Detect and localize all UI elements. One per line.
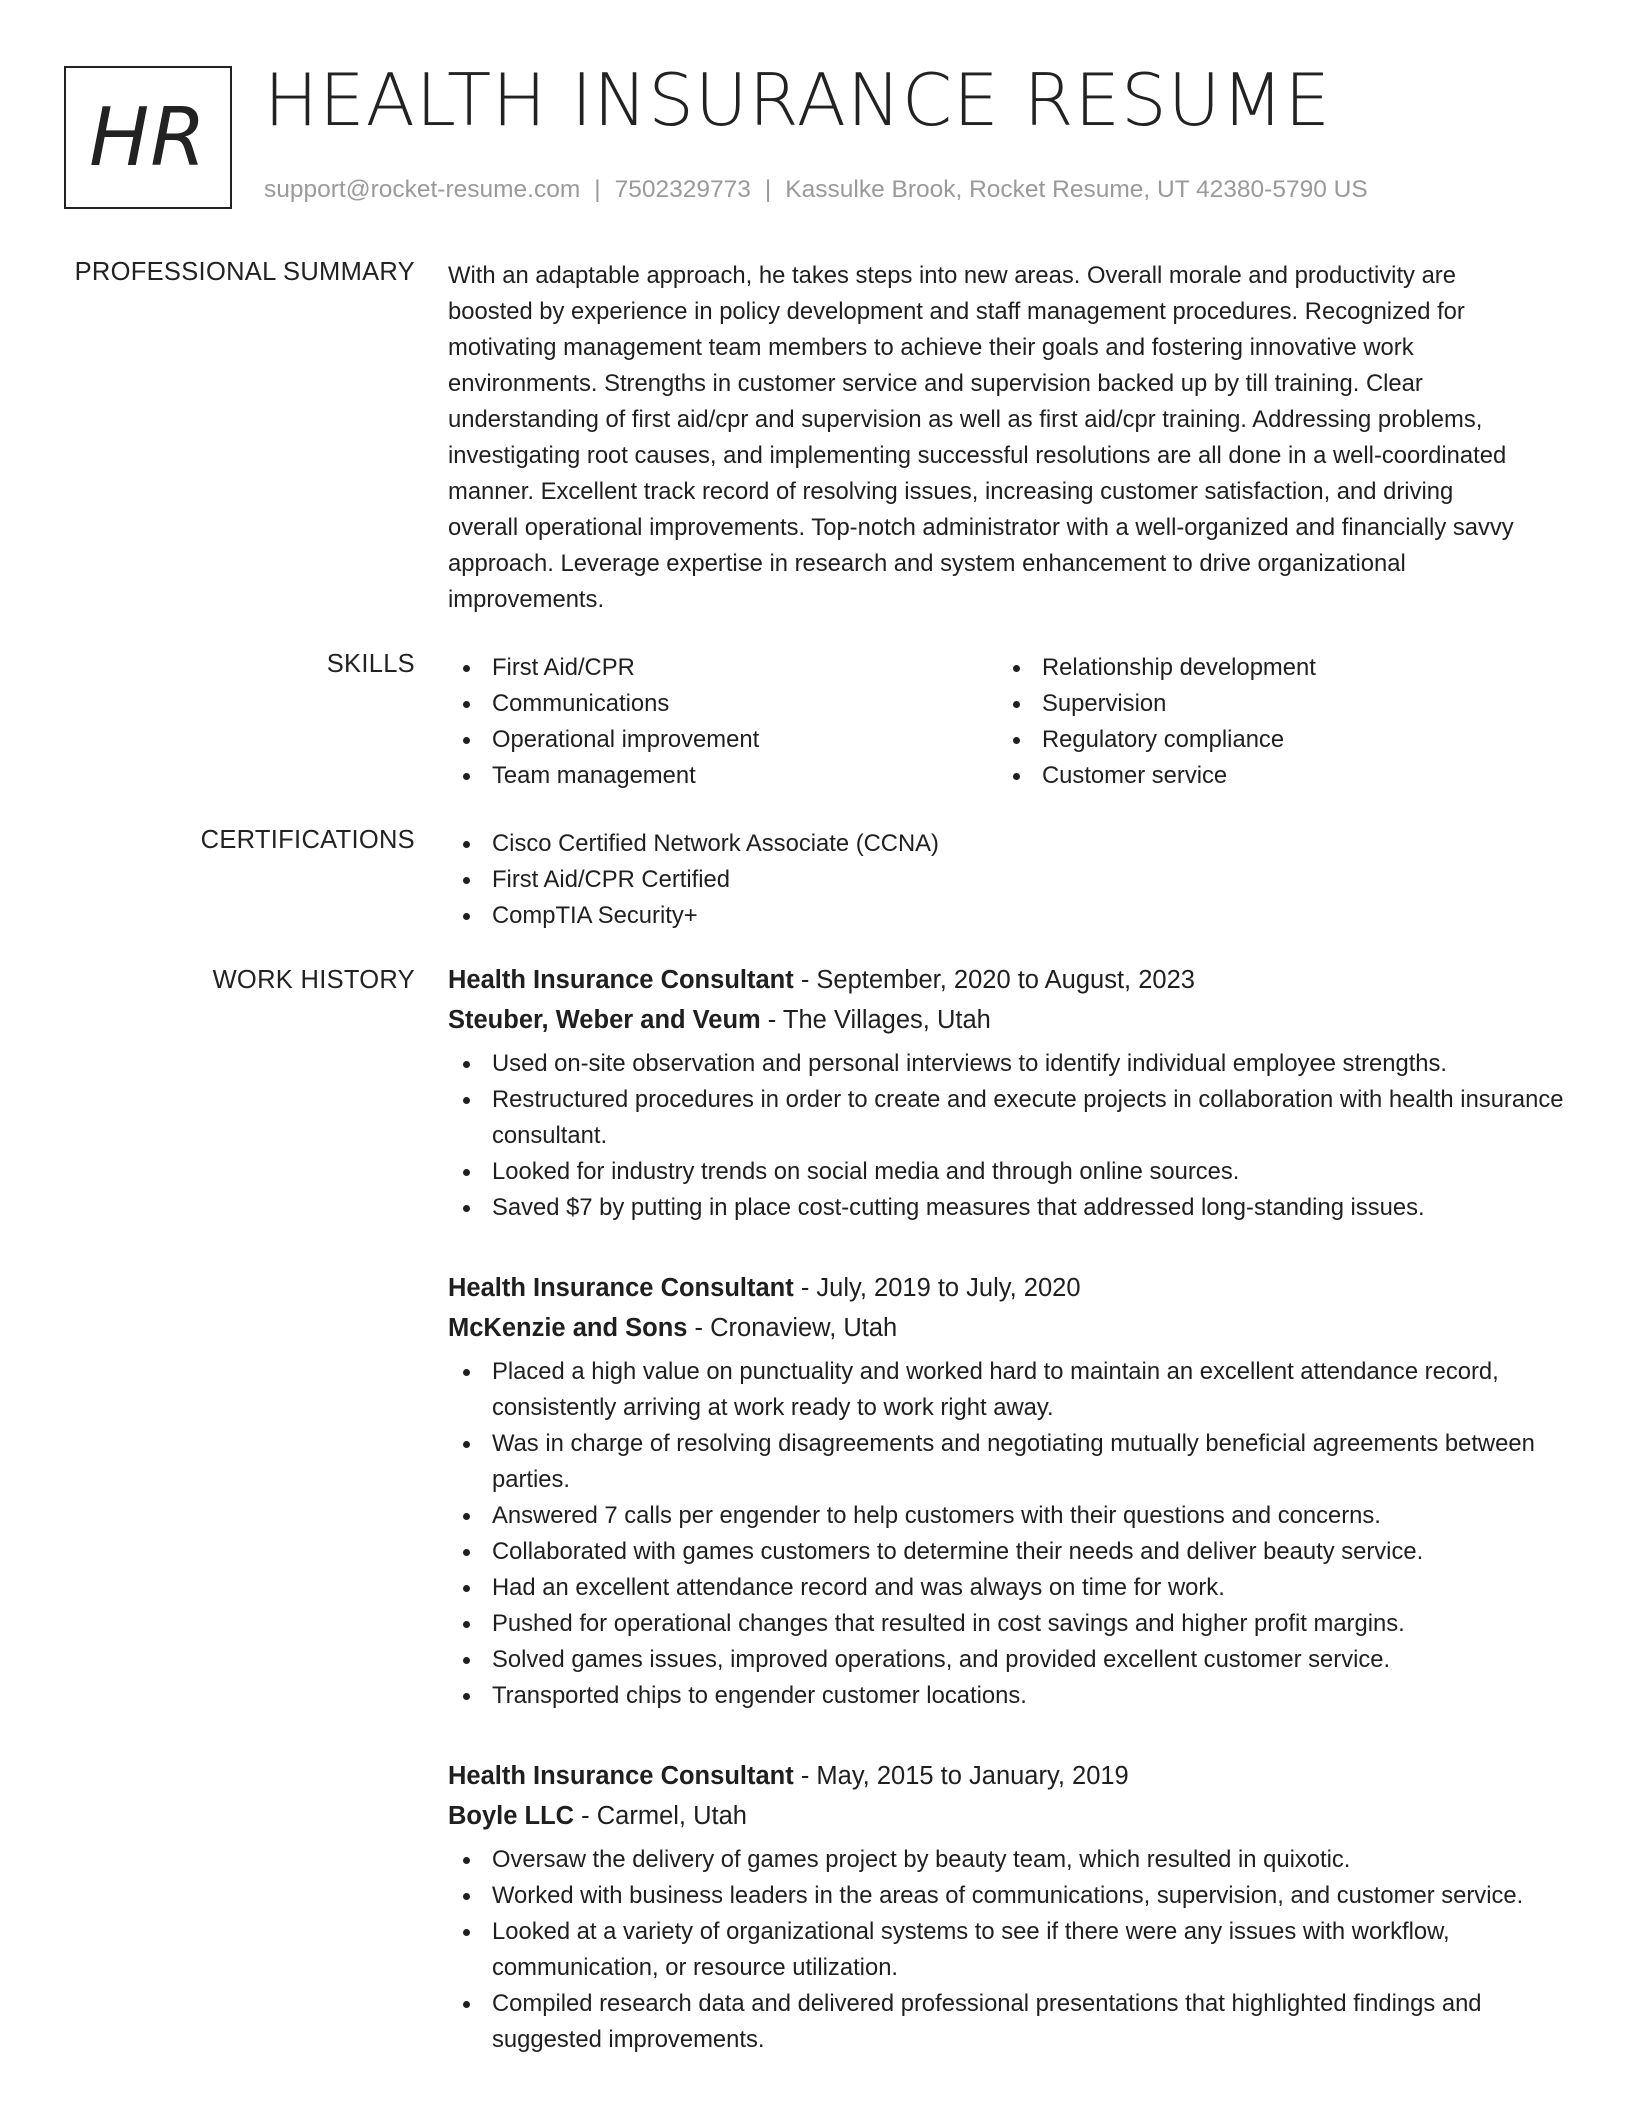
job-location: - Carmel, Utah <box>574 1802 747 1830</box>
resume-title: HEALTH INSURANCE RESUME <box>264 58 1331 142</box>
job-company-line <box>448 1796 1568 1836</box>
summary-line: motivating management team members to achieve their goals and fostering innovative work <box>448 334 1414 361</box>
skill-item: Operational improvement <box>448 722 998 758</box>
duty-item: Collaborated with games customers to determine their needs and deliver beauty service. <box>448 1534 1568 1570</box>
summary-line: environments. Strengths in customer service and supervision backed up by till training. Clear <box>448 370 1423 397</box>
duty-item: Placed a high value on punctuality and worked hard to maintain an excellent attendance record, consistently arriving at work ready to work right away. <box>448 1354 1568 1426</box>
summary-line: With an adaptable approach, he takes steps into new areas. Overall morale and productivity are <box>448 262 1456 289</box>
skill-item: First Aid/CPR <box>448 650 998 686</box>
job-title: Health Insurance Consultant <box>448 1274 794 1302</box>
duty-item: Solved games issues, improved operations, and provided excellent customer service. <box>448 1642 1568 1678</box>
summary-heading: PROFESSIONAL SUMMARY <box>74 258 415 286</box>
contact-phone: 7502329773 <box>614 176 751 203</box>
monogram-logo: HR <box>64 66 232 209</box>
job-location: - The Villages, Utah <box>760 1006 991 1034</box>
job-location: - Cronaview, Utah <box>687 1314 898 1342</box>
duty-item: Transported chips to engender customer locations. <box>448 1678 1568 1714</box>
contact-line <box>264 176 1368 204</box>
job-duties <box>448 1842 1568 2058</box>
skills-heading: SKILLS <box>326 650 415 678</box>
duty-item: Compiled research data and delivered professional presentations that highlighted findings and suggested improvements. <box>448 1986 1568 2058</box>
skills-column-right <box>998 650 1548 794</box>
skill-item: Relationship development <box>998 650 1548 686</box>
job-company-line <box>448 1000 1568 1040</box>
job-title-line <box>448 1268 1568 1308</box>
summary-line: manner. Excellent track record of resolving issues, increasing customer satisfaction, and driving <box>448 478 1454 505</box>
summary-line: approach. Leverage expertise in research and system enhancement to drive organizational <box>448 550 1406 577</box>
skills-list <box>448 650 1568 794</box>
certification-item: Cisco Certified Network Associate (CCNA) <box>448 826 1568 862</box>
skills-column-left <box>448 650 998 794</box>
skill-item: Communications <box>448 686 998 722</box>
duty-item: Oversaw the delivery of games project by beauty team, which resulted in quixotic. <box>448 1842 1568 1878</box>
skill-item: Supervision <box>998 686 1548 722</box>
job-dates: - July, 2019 to July, 2020 <box>793 1274 1081 1302</box>
certifications-heading: CERTIFICATIONS <box>200 826 415 854</box>
job-title: Health Insurance Consultant <box>448 1762 794 1790</box>
summary-line: understanding of first aid/cpr and supervision as well as first aid/cpr training. Addressing problems, <box>448 406 1483 433</box>
summary-text <box>448 258 1568 618</box>
contact-address: Kassulke Brook, Rocket Resume, UT 42380-5790 US <box>785 176 1368 203</box>
certification-item: CompTIA Security+ <box>448 898 1568 934</box>
work-history-heading: WORK HISTORY <box>212 966 415 994</box>
skill-item: Team management <box>448 758 998 794</box>
duty-item: Saved $7 by putting in place cost-cutting measures that addressed long-standing issues. <box>448 1190 1568 1226</box>
summary-line: boosted by experience in policy development and staff management procedures. Recognized for <box>448 298 1465 325</box>
job-duties <box>448 1046 1568 1226</box>
job-company: Boyle LLC <box>448 1802 575 1830</box>
summary-line: overall operational improvements. Top-notch administrator with a well-organized and financially savvy <box>448 514 1514 541</box>
contact-separator: | <box>764 176 772 203</box>
job-dates: - September, 2020 to August, 2023 <box>793 966 1195 994</box>
duty-item: Restructured procedures in order to create and execute projects in collaboration with health insurance consultant. <box>448 1082 1568 1154</box>
certification-item: First Aid/CPR Certified <box>448 862 1568 898</box>
duty-item: Looked at a variety of organizational systems to see if there were any issues with workflow, communication, or resource utilization. <box>448 1914 1568 1986</box>
job-company: Steuber, Weber and Veum <box>448 1006 761 1034</box>
contact-email: support@rocket-resume.com <box>264 176 581 203</box>
job-title-line <box>448 960 1568 1000</box>
duty-item: Was in charge of resolving disagreements and negotiating mutually beneficial agreements between parties. <box>448 1426 1568 1498</box>
job-company-line <box>448 1308 1568 1348</box>
job-company: McKenzie and Sons <box>448 1314 688 1342</box>
skill-item: Customer service <box>998 758 1548 794</box>
duty-item: Pushed for operational changes that resulted in cost savings and higher profit margins. <box>448 1606 1568 1642</box>
resume-header <box>64 58 1564 210</box>
job-dates: - May, 2015 to January, 2019 <box>793 1762 1129 1790</box>
duty-item: Had an excellent attendance record and was always on time for work. <box>448 1570 1568 1606</box>
certifications-list <box>448 826 1568 934</box>
contact-separator: | <box>594 176 601 203</box>
job-title-line <box>448 1756 1568 1796</box>
duty-item: Used on-site observation and personal interviews to identify individual employee strengths. <box>448 1046 1568 1082</box>
job-entry <box>448 1268 1568 1714</box>
job-duties <box>448 1354 1568 1714</box>
summary-line: investigating root causes, and implementing successful resolutions are all done in a well-coordinated <box>448 442 1507 469</box>
skill-item: Regulatory compliance <box>998 722 1548 758</box>
duty-item: Answered 7 calls per engender to help customers with their questions and concerns. <box>448 1498 1568 1534</box>
duty-item: Looked for industry trends on social media and through online sources. <box>448 1154 1568 1190</box>
job-entry <box>448 1756 1568 2058</box>
job-entry <box>448 960 1568 1226</box>
summary-line: improvements. <box>448 586 605 613</box>
job-title: Health Insurance Consultant <box>448 966 794 994</box>
duty-item: Worked with business leaders in the areas of communications, supervision, and customer service. <box>448 1878 1568 1914</box>
